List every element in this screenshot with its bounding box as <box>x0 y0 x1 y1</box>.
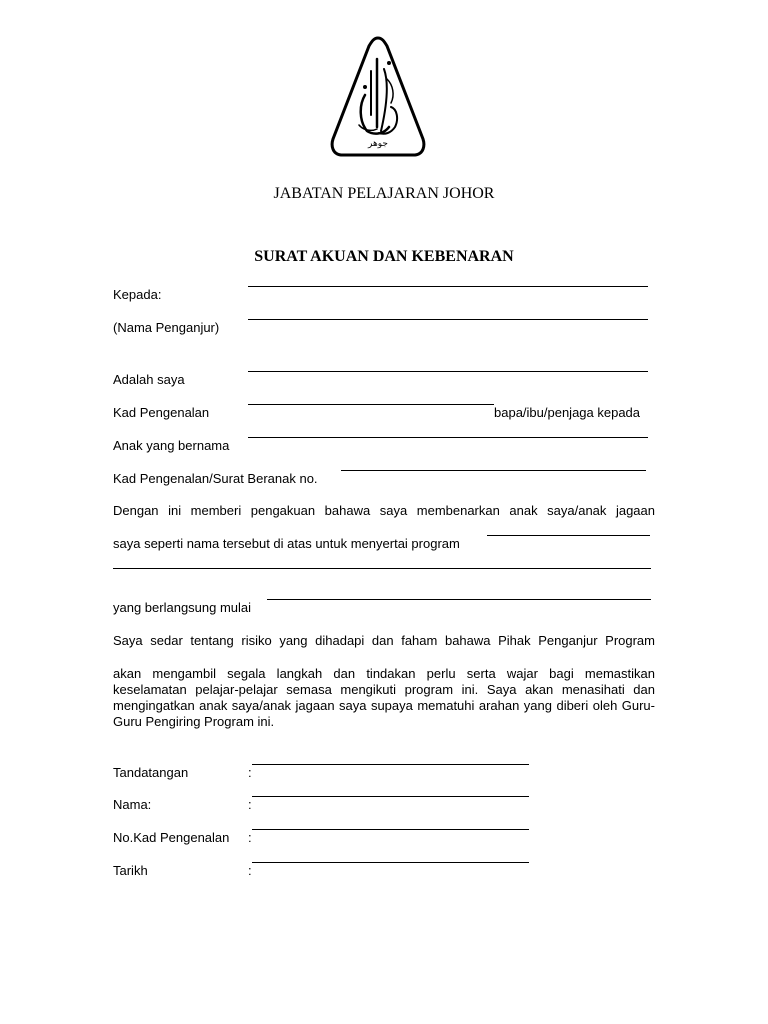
kepada-label: Kepada: <box>113 287 162 302</box>
tarikh-colon: : <box>248 863 252 878</box>
program-field[interactable] <box>487 535 650 536</box>
tandatangan-label: Tandatangan <box>113 765 189 780</box>
anak-bernama-label: Anak yang bernama <box>113 438 230 453</box>
nama-label: Nama: <box>113 797 152 812</box>
document-title: SURAT AKUAN DAN KEBENARAN <box>254 248 514 265</box>
body-line-2: saya seperti nama tersebut di atas untuk menyertai program <box>113 536 460 551</box>
tandatangan-colon: : <box>248 765 252 780</box>
kad-surat-field[interactable] <box>341 470 646 471</box>
body-line-1: Dengan ini memberi pengakuan bahawa saya membenarkan anak saya/anak jagaan <box>113 503 655 518</box>
body-line-3: yang berlangsung mulai <box>113 600 252 615</box>
tarikh-label: Tarikh <box>113 863 148 878</box>
body-paragraph: akan mengambil segala langkah dan tindakan perlu serta wajar bagi memastikan keselamatan pelajar-pelajar semasa mengikuti program ini. Saya akan menasihati dan mengingatkan anak saya/anak jagaan saya supaya mematuhi arahan yang diberi oleh Guru-Guru Pengiring Program ini. <box>113 666 655 729</box>
logo-caption: جوهر <box>368 139 388 149</box>
department-title: JABATAN PELAJARAN JOHOR <box>273 185 495 202</box>
tandatangan-field[interactable] <box>252 764 529 765</box>
nama-field[interactable] <box>252 796 529 797</box>
adalah-saya-label: Adalah saya <box>113 372 185 387</box>
nama-penganjur-field[interactable] <box>248 319 648 320</box>
kepada-field[interactable] <box>248 286 648 287</box>
kad-pengenalan-label: Kad Pengenalan <box>113 405 210 420</box>
jabatan-logo <box>329 35 427 158</box>
adalah-saya-field[interactable] <box>248 371 648 372</box>
tarikh-mulai-field[interactable] <box>267 599 651 600</box>
no-kp-colon: : <box>248 830 252 845</box>
bapa-ibu-label: bapa/ibu/penjaga kepada <box>494 405 641 420</box>
nama-colon: : <box>248 797 252 812</box>
tarikh-field[interactable] <box>252 862 529 863</box>
nama-penganjur-label: (Nama Penganjur) <box>113 320 220 335</box>
no-kp-label: No.Kad Pengenalan <box>113 830 230 845</box>
kad-pengenalan-field[interactable] <box>248 404 494 405</box>
anak-bernama-field[interactable] <box>248 437 648 438</box>
body-line-4: Saya sedar tentang risiko yang dihadapi dan faham bahawa Pihak Penganjur Program <box>113 633 655 648</box>
kad-surat-label: Kad Pengenalan/Surat Beranak no. <box>113 471 318 486</box>
program-field-continued[interactable] <box>113 568 651 569</box>
no-kp-field[interactable] <box>252 829 529 830</box>
